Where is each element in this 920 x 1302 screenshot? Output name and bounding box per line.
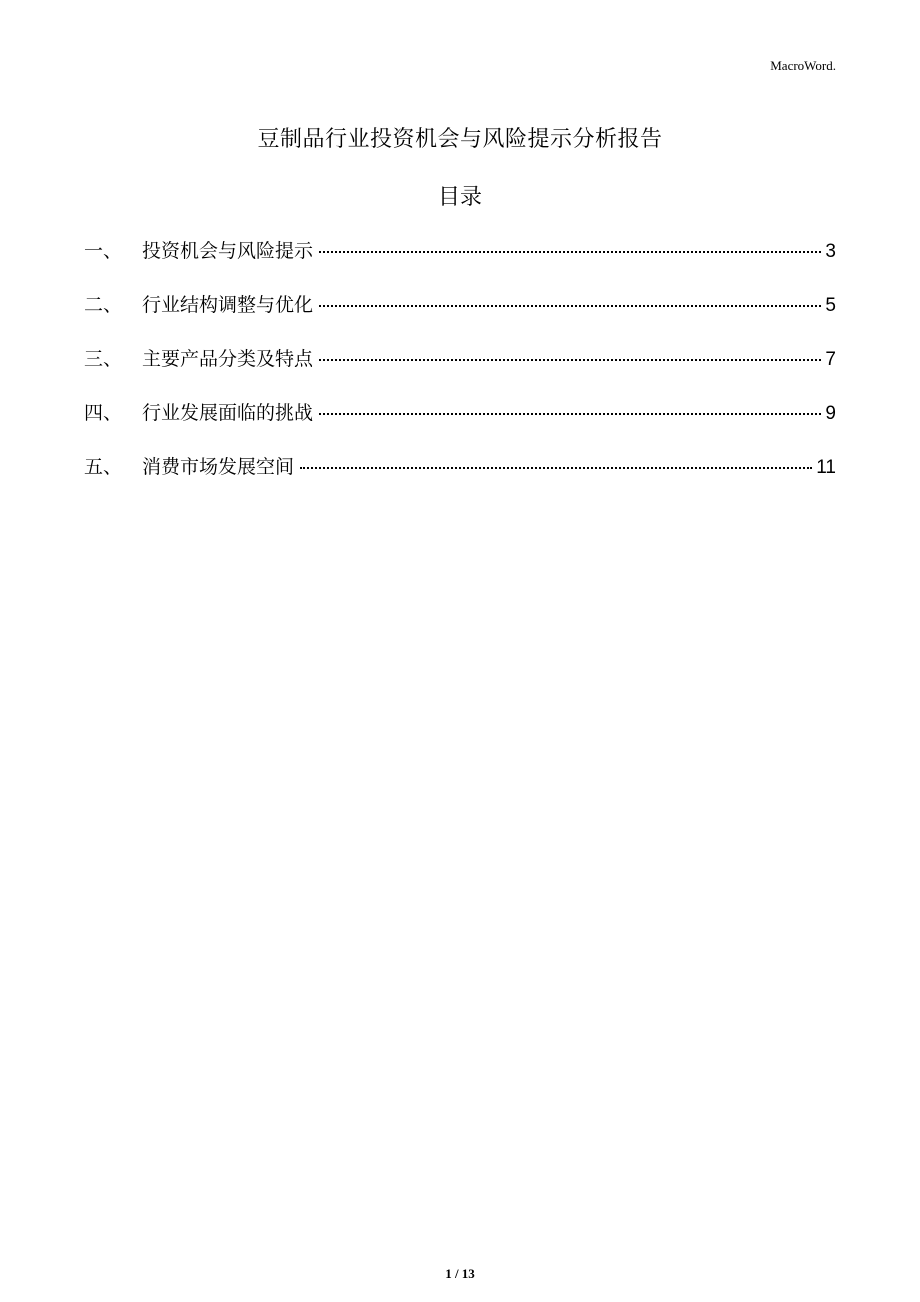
toc-entry-title: 消费市场发展空间 bbox=[142, 456, 295, 478]
toc-dot-leader bbox=[319, 305, 821, 307]
toc-dot-leader bbox=[300, 467, 812, 469]
toc-dot-leader bbox=[319, 251, 821, 253]
toc-entry[interactable] bbox=[84, 344, 836, 398]
header-mark: MacroWord. bbox=[770, 58, 836, 73]
toc-entry[interactable] bbox=[84, 452, 836, 506]
toc-entry[interactable] bbox=[84, 236, 836, 290]
toc-entry-page: 7 bbox=[825, 349, 836, 370]
document-title: 豆制品行业投资机会与风险提示分析报告 bbox=[257, 127, 663, 152]
toc-entry-title: 行业发展面临的挑战 bbox=[142, 402, 314, 424]
toc-entry-page: 9 bbox=[825, 403, 836, 424]
toc-entry-number: 五、 bbox=[84, 456, 123, 478]
toc-entry-number: 三、 bbox=[84, 348, 123, 370]
toc-entry-number: 一、 bbox=[84, 240, 123, 262]
toc-entry-number: 二、 bbox=[84, 294, 123, 316]
table-of-contents bbox=[84, 236, 836, 506]
toc-entry[interactable] bbox=[84, 398, 836, 452]
toc-dot-leader bbox=[319, 413, 821, 415]
toc-dot-leader bbox=[319, 359, 821, 361]
toc-heading: 目录 bbox=[437, 185, 482, 210]
toc-entry-page: 3 bbox=[825, 241, 836, 262]
toc-entry-title: 投资机会与风险提示 bbox=[142, 240, 314, 262]
toc-entry-page: 11 bbox=[816, 457, 836, 478]
toc-entry[interactable] bbox=[84, 290, 836, 344]
page-indicator: 1 / 13 bbox=[445, 1266, 475, 1281]
toc-entry-number: 四、 bbox=[84, 402, 123, 424]
toc-entry-page: 5 bbox=[825, 295, 836, 316]
toc-entry-title: 主要产品分类及特点 bbox=[142, 348, 314, 370]
toc-entry-title: 行业结构调整与优化 bbox=[142, 294, 314, 316]
